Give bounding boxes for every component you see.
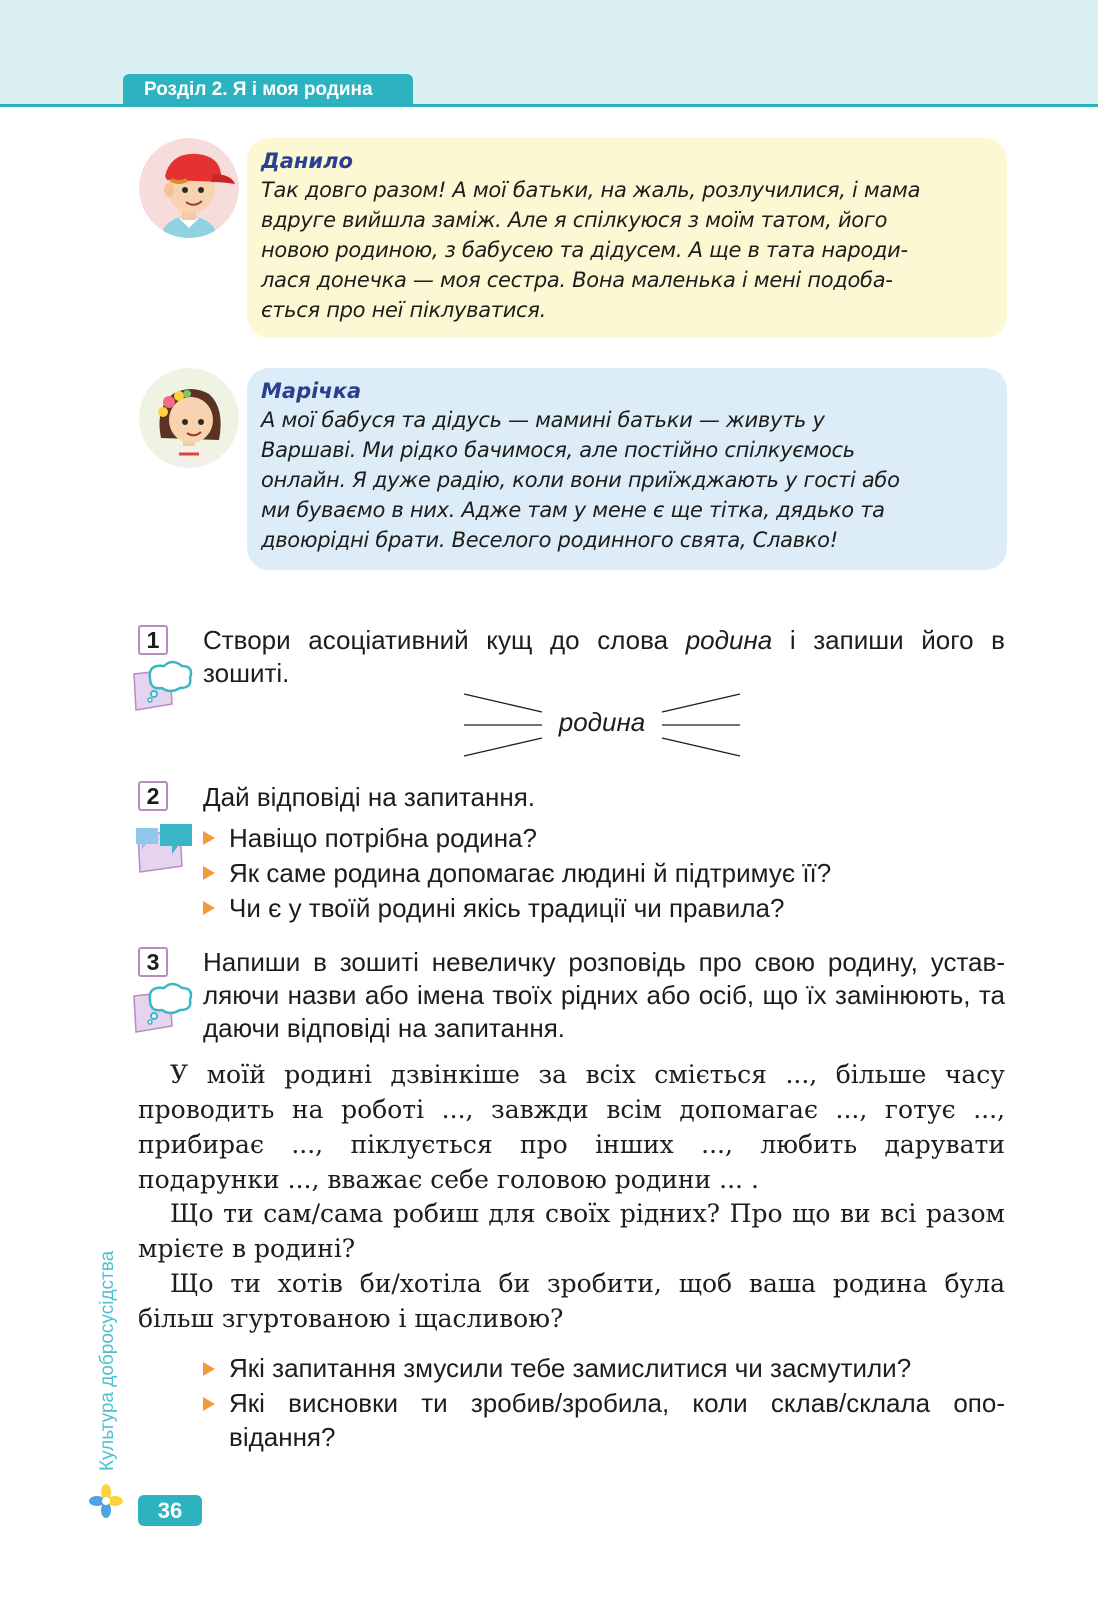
bullet-marker: [203, 1362, 215, 1376]
page-number: 36: [138, 1495, 202, 1526]
task-2-text: Дай відповіді на запитання.: [203, 782, 535, 812]
story-paragraph: У моїй родині дзвінкіше за всіх сміється ..., більше часу проводить на роботі ..., завжди всім допомагає ..., готує ..., прибирає ..., піклується про інших ..., любить дарувати подарунки ..., вважає себе головою родини ... .: [138, 1060, 1005, 1194]
speech-line: А мої бабуся та дідусь — мамині батьки — живуть у: [261, 408, 825, 432]
marichka-speech-bubble: [247, 368, 1007, 570]
bullet-marker: [203, 1397, 215, 1411]
task-2-question: Чи є у твоїй родині якісь традиції чи правила?: [229, 893, 785, 923]
speech-line: лася донечка — моя сестра. Вона маленька і мені подоба-: [261, 268, 893, 292]
speech-line: вдруге вийшла заміж. Але я спілкуюся з моїм татом, його: [261, 208, 888, 232]
bullet-marker: [203, 831, 215, 845]
final-question: Які висновки ти зробив/зробила, коли склав/склала опо- відання?: [229, 1388, 1005, 1452]
danylo-speech-bubble: [247, 138, 1007, 338]
danylo-avatar: [139, 138, 239, 238]
task-1-text-end: і запиши його в зошиті.: [203, 625, 1005, 688]
task-1-keyword: родина: [685, 625, 773, 655]
task-1-text: [203, 624, 1005, 690]
final-question: Які запитання змусили тебе замислитися чи засмутили?: [229, 1353, 912, 1383]
task-number: 2: [138, 781, 168, 811]
bullet-marker: [203, 866, 215, 880]
speech-line: Так довго разом! А мої батьки, на жаль, розлучилися, і мама: [261, 178, 921, 202]
marichka-avatar: [139, 368, 239, 468]
speech-line: онлайн. Я дуже радію, коли вони приїжджають у гості або: [261, 468, 900, 492]
speaker-name: Данило: [261, 149, 353, 173]
speech-line: Варшаві. Ми рідко бачимося, але постійно спілкуємось: [261, 438, 855, 462]
bullet-marker: [203, 901, 215, 915]
speech-line: новою родиною, з бабусею та дідусем. А ще в тата народи-: [261, 238, 908, 262]
cluster-word: родина: [558, 707, 646, 737]
task-number: 3: [138, 947, 168, 977]
section-label: Розділ 2. Я і моя родина: [123, 74, 413, 106]
task-2-question: Навіщо потрібна родина?: [229, 823, 537, 853]
task-3-text: Напиши в зошиті невеличку розповідь про свою родину, устав- ляючи назви або імена твоїх рідних або осіб, що їх замінюють, та даючи відповіді на запитання.: [203, 947, 1005, 1043]
speech-line: ється про неї піклуватися.: [261, 298, 547, 322]
cluster-line: [464, 694, 542, 712]
cluster-line: [464, 738, 542, 756]
cluster-line: [662, 694, 740, 712]
speaker-name: Марічка: [261, 379, 362, 403]
speech-line: двоюрідні брати. Веселого родинного свята, Славко!: [261, 528, 838, 552]
thought-bubble-icon: [130, 660, 196, 714]
speech-bubbles-icon: [134, 824, 200, 878]
cluster-line: [662, 738, 740, 756]
task-1-text-start: Створи асоціативний кущ до слова: [203, 625, 686, 655]
thought-bubble-icon: [130, 982, 196, 1036]
flower-icon: [89, 1484, 123, 1518]
task-2-question: Як саме родина допомагає людині й підтримує її?: [229, 858, 832, 888]
story-paragraph: Що ти хотів би/хотіла би зробити, щоб ваша родина була більш згуртованою і щасливою?: [138, 1269, 1005, 1333]
story-paragraph: Що ти сам/сама робиш для своїх рідних? Про що ви всі разом мрієте в родині?: [138, 1199, 1005, 1263]
task-number: 1: [138, 625, 168, 655]
speech-line: ми буваємо в них. Адже там у мене є ще тітка, дядько та: [261, 498, 885, 522]
side-label: Культура добросусідства: [97, 1250, 118, 1471]
